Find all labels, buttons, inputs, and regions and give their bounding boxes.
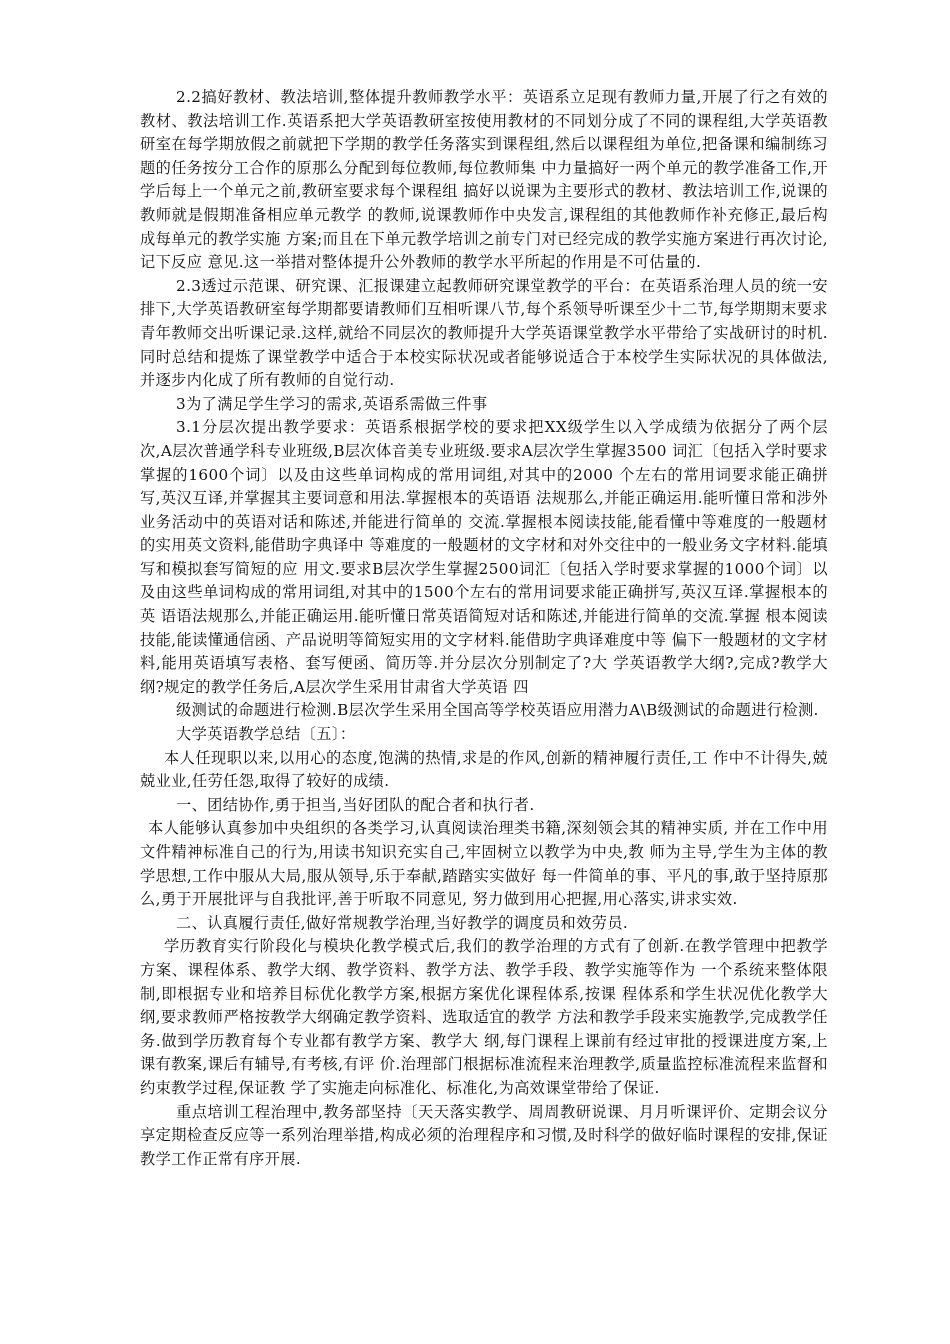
heading-section-3: 3为了满足学生学习的需求,英语系需做三件事 xyxy=(176,394,488,413)
paragraph-intro: 本人任现职以来,以用心的态度,饱满的热情,求是的作风,创新的精神履行责任,工 作中不计得失,兢兢业业,任劳任怨,取得了较好的成绩. xyxy=(140,748,828,791)
document-page xyxy=(140,86,828,1171)
paragraph-2-2: 2.2搞好教材、教法培训,整体提升教师教学水平：英语系立足现有教师力量,开展了行之有效的教材、教法培训工作.英语系把大学英语教研室按使用教材的不同划分成了不同的课程组,大学英语教研室在每学期放假之前就把下学期的教学任务落实到课程组,然后以课程组为单位,把备课和编制练习题的任务按分工合作的原那么分配到每位教师,每位教师集 中力量搞好一两个单元的教学准备工作,开学后每上一个单元之前,教研室要求每个课程组 搞好以说课为主要形式的教材、教法培训工作,说课的教师就是假期准备相应单元教学 的教师,说课教师作中央发言,课程组的其他教师作补充修正,最后构成每单元的教学实施 方案;而且在下单元教学培训之前专门对已经完成的教学实施方案进行再次讨论,记下反应 意见.这一举措对整体提升公外教师的教学水平所起的作用是不可估量的. xyxy=(140,88,828,272)
paragraph-part-two: 学历教育实行阶段化与模块化教学模式后,我们的教学治理的方式有了创新.在教学管理中把教学方案、课程体系、教学大纲、教学资料、教学方法、教学手段、教学实施等作为 一个系统来整体限制,即根据专业和培养目标优化教学方案,根据方案优化课程体系,按课 程体系和学生状况优化教学大纲,要求教师严格按教学大纲确定教学资料、选取适宜的教学 方法和教学手段来实施教学,完成教学任务.做到学历教育每个专业都有教学方案、教学大 纲,每门课程上课前有经过审批的授课进度方案,上课有教案,课后有辅导,有考核,有评 价.治理部门根据标准流程来治理教学,质量监控标准流程来监督和约束教学过程,保证教 学了实施走向标准化、标准化,为高效课堂带给了保证. xyxy=(140,937,828,1097)
paragraph-part-one: 本人能够认真参加中央组织的各类学习,认真阅读治理类书籍,深刻领会其的精神实质, 并在工作中用文件精神标准自己的行为,用读书知识充实自己,牢固树立以教学为中央,教 师为主导,学生为主体的教学思想,工作中服从大局,服从领导,乐于奉献,踏踏实实做好 每一件简单的事、平凡的事,敢于坚持原那么,勇于开展批评与自我批评,善于听取不同意见, 努力做到用心把握,用心落实,讲求实效. xyxy=(140,819,828,909)
paragraph-training-management: 重点培训工程治理中,教务部坚持〔天天落实教学、周周教研说课、月月听课评价、定期会议分享定期检查反应等一系列治理举措,构成必须的治理程序和习惯,及时科学的做好临时课程的安排,保证教学工作正常有序开展. xyxy=(140,1102,828,1168)
paragraph-3-1-continued: 级测试的命题进行检测.B层次学生采用全国高等学校英语应用潜力A\B级测试的命题进行检测. xyxy=(176,701,819,720)
paragraph-2-3: 2.3透过示范课、研究课、汇报课建立起教师研究课堂教学的平台：在英语系治理人员的统一安排下,大学英语教研室每学期都要请教师们互相听课八节,每个系领导听课至少十二节,每学期期末要求青年教师交出听课记录.这样,就给不同层次的教师提升大学英语课堂教学水平带给了实战研讨的时机.同时总结和提炼了课堂教学中适合于本校实际状况或者能够说适合于本校学生实际状况的具体做法,并逐步内化成了所有教师的自觉行动. xyxy=(140,276,828,390)
heading-part-one: 一、团结协作,勇于担当,当好团队的配合者和执行者. xyxy=(176,795,535,814)
heading-summary-five: 大学英语教学总结〔五〕： xyxy=(176,725,356,744)
paragraph-3-1: 3.1分层次提出教学要求：英语系根据学校的要求把XX级学生以入学成绩为依据分了两个层次,A层次普通学科专业班级,B层次体音美专业班级.要求A层次学生掌握3500 词汇〔包括入学时要求掌握的1600个词〕以及由这些单词构成的常用词组,对其中的2000 个左右的常用词要求能正确拼写,英汉互译,并掌握其主要词意和用法.掌握根本的英语语 法规那么,并能正确运用.能听懂日常和涉外业务活动中的英语对话和陈述,并能进行简单的 交流.掌握根本阅读技能,能看懂中等难度的一般题材的实用英文资料,能借助字典译中 等难度的一般题材的文字材和对外交往中的一般业务文字材料.能填写和模拟套写简短的应 用文.要求B层次学生掌握2500词汇〔包括入学时要求掌握的1000个词〕以及由这些单词构成的常用词组,对其中的1500个左右的常用词要求能正确拼写,英汉互译.掌握根本的英 语语法规那么,并能正确运用.能听懂日常英语简短对话和陈述,并能进行简单的交流.掌握 根本阅读技能,能读懂通信函、产品说明等简短实用的文字材料.能借助字典译难度中等 偏下一般题材的文字材料,能用英语填写表格、套写便函、简历等.并分层次分别制定了?大 学英语教学大纲?,完成?教学大纲?规定的教学任务后,A层次学生采用甘肃省大学英语 四 xyxy=(140,418,828,696)
heading-part-two: 二、认真履行责任,做好常规教学治理,当好教学的调度员和效劳员. xyxy=(176,913,629,932)
